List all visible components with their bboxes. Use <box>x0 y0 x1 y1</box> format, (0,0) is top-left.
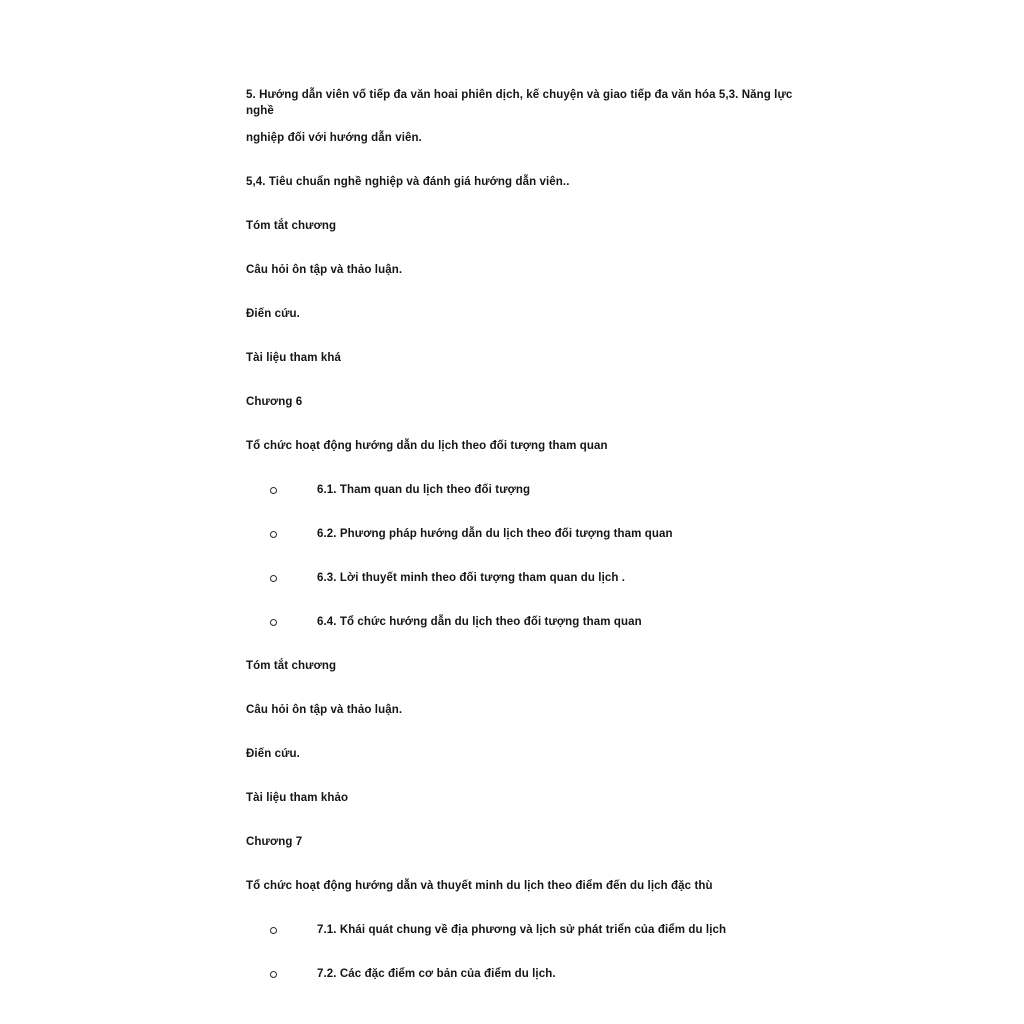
list-item <box>246 615 804 631</box>
section-questions-heading: Câu hỏi ôn tập và thảo luận. <box>246 264 403 277</box>
list-item <box>246 527 804 543</box>
list-item-label: 7.1. Khái quát chung về địa phương và lịch sử phát triển của điểm du lịch <box>317 924 727 937</box>
paragraph-line: nghiệp đối với hướng dẫn viên. <box>246 132 422 145</box>
chapter-title-7: Tổ chức hoạt động hướng dẫn và thuyết minh du lịch theo điểm đến du lịch đặc thù <box>246 880 713 893</box>
section-casestudy-heading: Điến cứu. <box>246 748 300 761</box>
circle-bullet-icon <box>270 487 277 494</box>
list-item <box>246 483 804 499</box>
section-summary-heading: Tóm tắt chương <box>246 220 337 233</box>
chapter-7-subsections <box>246 923 804 983</box>
chapter-heading-6: Chương 6 <box>246 396 303 409</box>
section-references-heading: Tài liệu tham khảo <box>246 792 349 805</box>
circle-bullet-icon <box>270 531 277 538</box>
chapter-heading-7: Chương 7 <box>246 836 303 849</box>
circle-bullet-icon <box>270 971 277 978</box>
list-item-label: 6.3. Lời thuyết minh theo đối tượng tham quan du lịch . <box>317 572 626 585</box>
circle-bullet-icon <box>270 619 277 626</box>
paragraph-line: 5,4. Tiêu chuẩn nghề nghiệp và đánh giá hướng dẫn viên.. <box>246 176 570 189</box>
chapter-6-subsections <box>246 483 804 631</box>
circle-bullet-icon <box>270 575 277 582</box>
list-item <box>246 923 804 939</box>
section-questions-heading: Câu hỏi ôn tập và thảo luận. <box>246 704 403 717</box>
list-item <box>246 967 804 983</box>
list-item-label: 6.4. Tổ chức hướng dẫn du lịch theo đối tượng tham quan <box>317 616 642 629</box>
list-item-label: 6.2. Phương pháp hướng dẫn du lịch theo đối tượng tham quan <box>317 528 673 541</box>
section-references-heading: Tài liệu tham khá <box>246 352 342 365</box>
chapter-title-6: Tổ chức hoạt động hướng dẫn du lịch theo đối tượng tham quan <box>246 440 608 453</box>
paragraph-line: 5. Hướng dẫn viên vố tiếp đa văn hoai phiên dịch, kế chuyện và giao tiếp đa văn hóa 5,3. Năng lực nghề <box>246 89 793 117</box>
section-summary-heading: Tóm tắt chương <box>246 660 337 673</box>
circle-bullet-icon <box>270 927 277 934</box>
document-body <box>246 88 804 983</box>
list-item <box>246 571 804 587</box>
list-item-label: 6.1. Tham quan du lịch theo đối tượng <box>317 484 531 497</box>
list-item-label: 7.2. Các đặc điểm cơ bản của điểm du lịch. <box>317 968 556 981</box>
section-casestudy-heading: Điến cứu. <box>246 308 300 321</box>
